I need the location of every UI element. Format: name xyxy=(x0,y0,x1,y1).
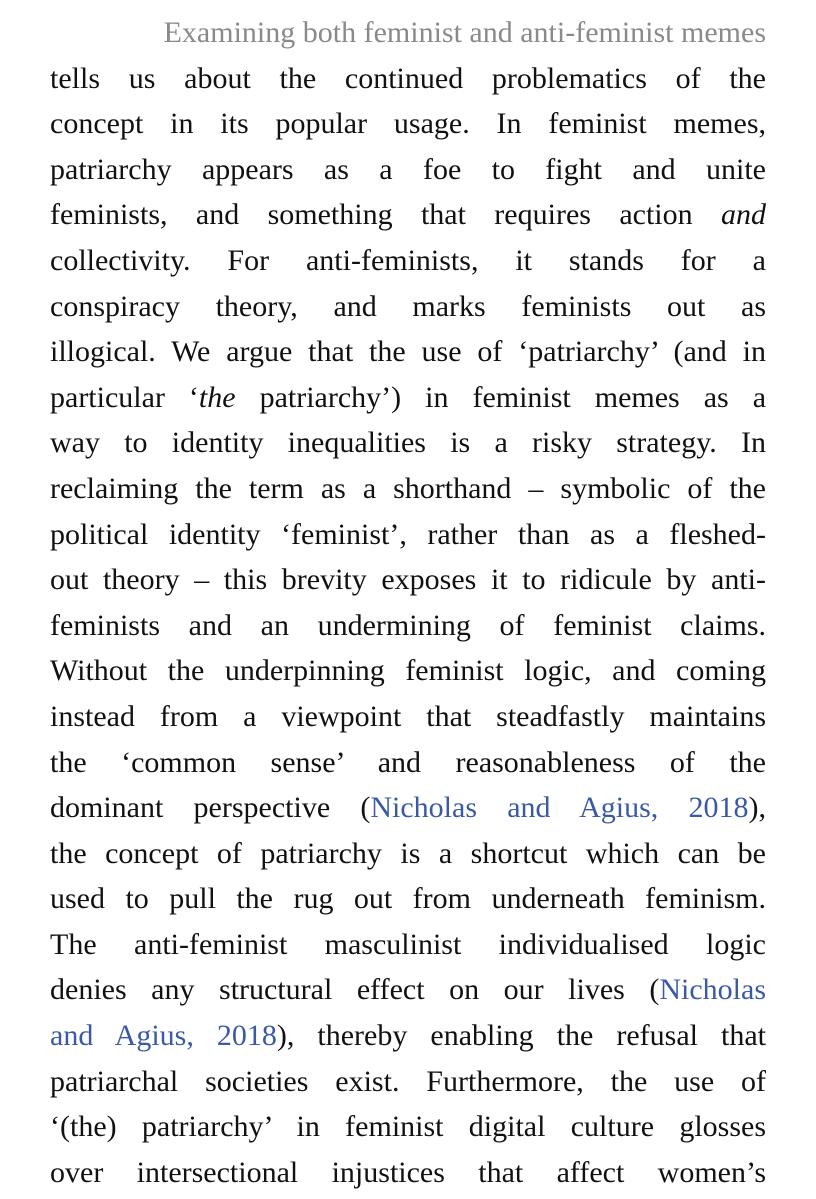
text-segment: ), xyxy=(748,791,766,825)
text-line: concept in its popular usage. In feminist memes, xyxy=(50,107,766,141)
text-segment: feminists, and something that requires action xyxy=(50,198,721,232)
text-line xyxy=(50,375,766,421)
text-line: used to pull the rug out from underneath feminism. xyxy=(50,882,766,916)
text-segment: ), thereby enabling the refusal that xyxy=(276,1019,766,1053)
text-line: Without the underpinning feminist logic, and coming xyxy=(50,654,766,688)
italic-emphasis: and xyxy=(721,198,766,232)
text-line: the concept of patriarchy is a shortcut which can be xyxy=(50,836,766,870)
text-line: feminists and an undermining of feminist claims. xyxy=(50,608,766,642)
document-body xyxy=(50,10,766,1195)
text-line: instead from a viewpoint that steadfastly maintains xyxy=(50,699,766,733)
italic-emphasis: the xyxy=(198,380,236,414)
text-line: way to identity inequalities is a risky strategy. In xyxy=(50,426,766,460)
citation-link[interactable]: and Agius, 2018 xyxy=(50,1019,277,1053)
text-line: illogical. We argue that the use of ‘patriarchy’ (and in xyxy=(50,335,766,369)
text-line: the ‘common sense’ and reasonableness of the xyxy=(50,745,766,779)
text-line xyxy=(50,967,766,1013)
citation-link[interactable]: Nicholas xyxy=(659,973,766,1007)
text-line: out theory – this brevity exposes it to ridicule by anti- xyxy=(50,563,766,597)
text-line: patriarchal societies exist. Furthermore, the use of xyxy=(50,1064,766,1098)
text-line: Examining both feminist and anti-feminist memes xyxy=(163,16,766,49)
text-line xyxy=(50,1013,766,1059)
text-line xyxy=(50,192,766,238)
text-line: over intersectional injustices that affect women’s xyxy=(50,1155,766,1189)
text-line: ‘(the) patriarchy’ in feminist digital culture glosses xyxy=(50,1110,766,1144)
text-line: collectivity. For anti-feminists, it stands for a xyxy=(50,243,766,277)
text-line: political identity ‘feminist’, rather than as a fleshed- xyxy=(50,517,766,551)
text-segment: denies any structural effect on our lives ( xyxy=(50,973,660,1007)
text-segment: dominant perspective ( xyxy=(50,791,371,825)
text-line: conspiracy theory, and marks feminists out as xyxy=(50,289,766,323)
citation-link[interactable]: Nicholas and Agius, 2018 xyxy=(370,791,749,825)
text-line: tells us about the continued problematics of the xyxy=(50,61,766,95)
text-segment: particular ‘ xyxy=(50,380,199,414)
text-line xyxy=(50,785,766,831)
text-line: The anti-feminist masculinist individualised logic xyxy=(50,927,766,961)
text-segment: patriarchy’) in feminist memes as a xyxy=(235,380,767,414)
text-line: patriarchy appears as a foe to fight and unite xyxy=(50,152,766,186)
text-line: reclaiming the term as a shorthand – symbolic of the xyxy=(50,471,766,505)
